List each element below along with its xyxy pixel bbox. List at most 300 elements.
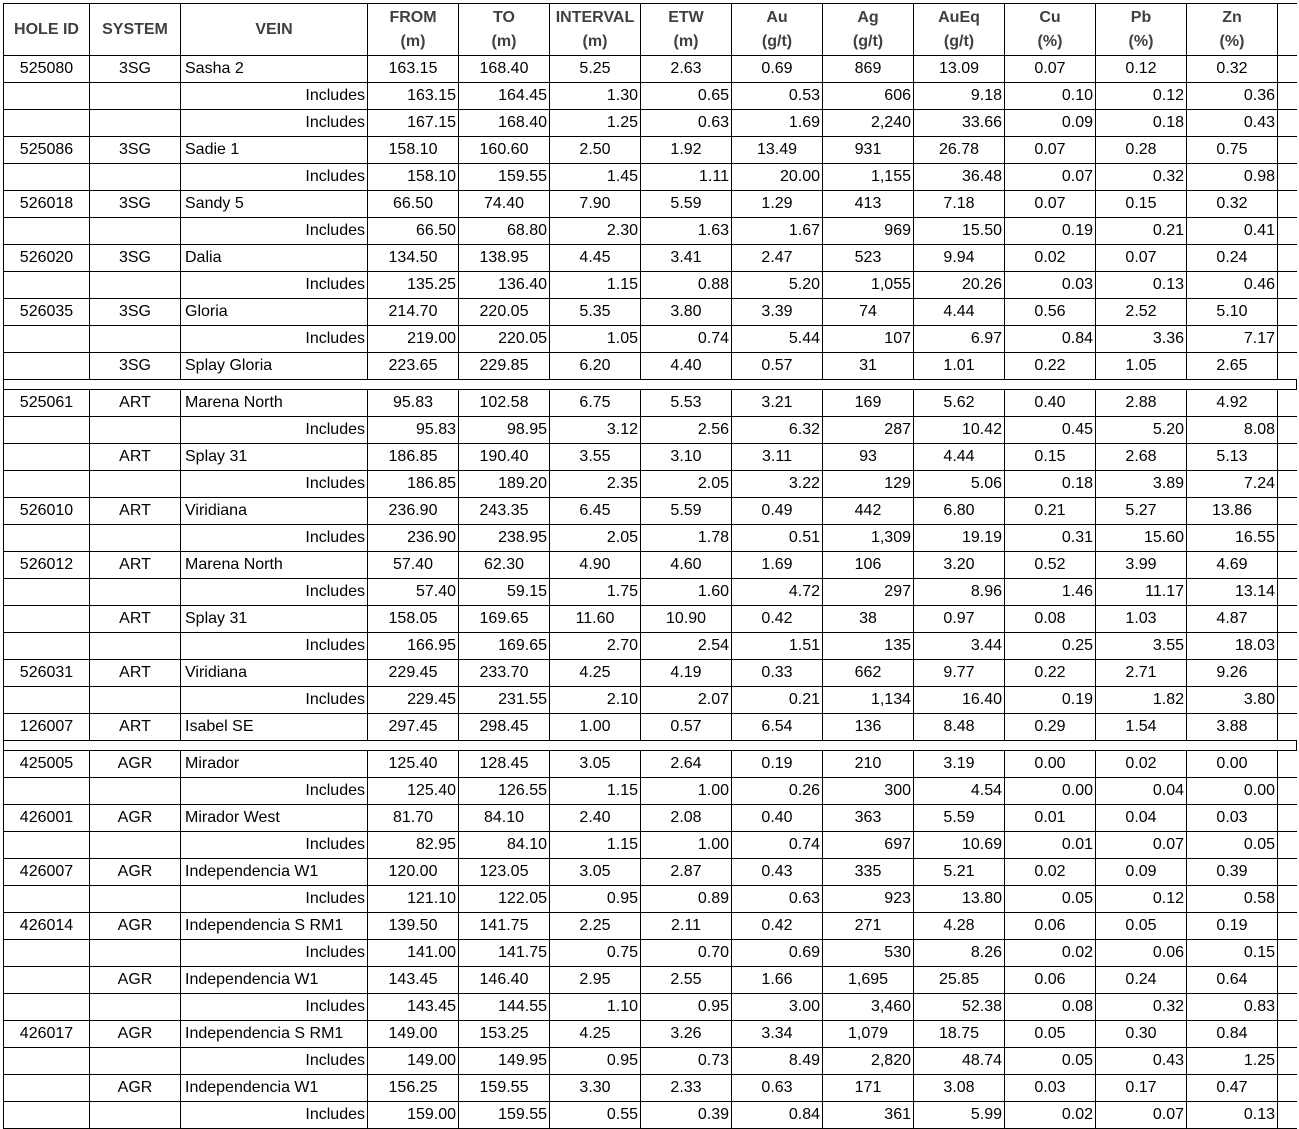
cell-ag: 931 (823, 137, 914, 163)
cell-aueq: 3.44 (914, 633, 1005, 659)
cell-pb: 0.07 (1096, 1102, 1187, 1128)
cell-pb: 2.68 (1096, 444, 1187, 470)
table-row (3, 940, 1297, 967)
cell-aueq: 36.48 (914, 164, 1005, 190)
cell-cu: 0.00 (1005, 751, 1096, 777)
cell-aueq: 25.85 (914, 967, 1005, 993)
cell-pb: 0.05 (1096, 913, 1187, 939)
cell-vein: Includes (181, 778, 368, 804)
cell-from: 95.83 (368, 390, 459, 416)
cell-pb: 5.20 (1096, 417, 1187, 443)
cell-ag: 530 (823, 940, 914, 966)
cell-zn: 0.47 (1187, 1075, 1278, 1101)
cell-to: 190.40 (459, 444, 550, 470)
cell-system: ART (90, 714, 181, 740)
cell-hole-id: 426001 (3, 805, 90, 831)
cell-au: 13.49 (732, 137, 823, 163)
cell-au: 8.49 (732, 1048, 823, 1074)
cell-system: 3SG (90, 299, 181, 325)
cell-from: 95.83 (368, 417, 459, 443)
cell-system: ART (90, 390, 181, 416)
cell-etw: 3.10 (641, 444, 732, 470)
cell-system: 3SG (90, 137, 181, 163)
cell-zn: 0.41 (1187, 218, 1278, 244)
cell-zn: 4.87 (1187, 606, 1278, 632)
cell-system (90, 940, 181, 966)
cell-cu: 0.02 (1005, 1102, 1096, 1128)
cell-aueq: 33.66 (914, 110, 1005, 136)
cell-hole-id (3, 471, 90, 497)
cell-pb: 3.99 (1096, 552, 1187, 578)
table-row (3, 913, 1297, 940)
cell-vein: Independencia S RM1 (181, 1021, 368, 1047)
cell-system: AGR (90, 1075, 181, 1101)
cell-pb: 0.12 (1096, 886, 1187, 912)
cell-hole-id: 525086 (3, 137, 90, 163)
cell-au: 3.39 (732, 299, 823, 325)
cell-zn: 8.08 (1187, 417, 1278, 443)
cell-pb: 2.52 (1096, 299, 1187, 325)
cell-ag: 1,155 (823, 164, 914, 190)
cell-etw: 2.63 (641, 56, 732, 82)
cell-etw: 10.90 (641, 606, 732, 632)
cell-au: 0.74 (732, 832, 823, 858)
cell-to: 144.55 (459, 994, 550, 1020)
cell-pb: 0.32 (1096, 994, 1187, 1020)
cell-hole-id (3, 633, 90, 659)
header-pb (1096, 4, 1187, 55)
cell-to: 141.75 (459, 940, 550, 966)
cell-interval: 3.30 (550, 1075, 641, 1101)
table-row (3, 660, 1297, 687)
cell-cu: 0.03 (1005, 272, 1096, 298)
cell-cu: 0.18 (1005, 471, 1096, 497)
cell-aueq: 5.06 (914, 471, 1005, 497)
cell-to: 189.20 (459, 471, 550, 497)
cell-zn: 18.03 (1187, 633, 1278, 659)
cell-from: 121.10 (368, 886, 459, 912)
cell-etw: 1.63 (641, 218, 732, 244)
cell-vein: Includes (181, 326, 368, 352)
cell-from: 66.50 (368, 191, 459, 217)
cell-au: 0.63 (732, 886, 823, 912)
group-separator (3, 380, 1297, 389)
cell-to: 122.05 (459, 886, 550, 912)
cell-cu: 0.15 (1005, 444, 1096, 470)
cell-cu: 0.25 (1005, 633, 1096, 659)
cell-vein: Includes (181, 110, 368, 136)
cell-ag: 31 (823, 353, 914, 379)
cell-zn: 0.43 (1187, 110, 1278, 136)
header-unit: (m) (400, 32, 426, 50)
cell-ag: 969 (823, 218, 914, 244)
table-row (3, 191, 1297, 218)
cell-hole-id: 526010 (3, 498, 90, 524)
cell-etw: 3.26 (641, 1021, 732, 1047)
cell-to: 238.95 (459, 525, 550, 551)
cell-cu: 0.22 (1005, 353, 1096, 379)
cell-au: 1.51 (732, 633, 823, 659)
table-row (3, 272, 1297, 299)
cell-vein: Mirador (181, 751, 368, 777)
cell-vein: Independencia W1 (181, 859, 368, 885)
cell-zn: 1.25 (1187, 1048, 1278, 1074)
cell-from: 125.40 (368, 751, 459, 777)
cell-aueq: 5.99 (914, 1102, 1005, 1128)
cell-etw: 0.89 (641, 886, 732, 912)
header-label: SYSTEM (102, 21, 168, 38)
table-row (3, 967, 1297, 994)
cell-cu: 0.22 (1005, 660, 1096, 686)
cell-ag: 413 (823, 191, 914, 217)
cell-vein: Includes (181, 886, 368, 912)
cell-hole-id (3, 1102, 90, 1128)
cell-cu: 1.46 (1005, 579, 1096, 605)
cell-pb: 0.06 (1096, 940, 1187, 966)
cell-hole-id: 526031 (3, 660, 90, 686)
table-row (3, 444, 1297, 471)
cell-from: 229.45 (368, 660, 459, 686)
cell-cu: 0.03 (1005, 1075, 1096, 1101)
cell-pb: 11.17 (1096, 579, 1187, 605)
cell-hole-id: 526020 (3, 245, 90, 271)
cell-zn: 7.17 (1187, 326, 1278, 352)
cell-zn: 0.03 (1187, 805, 1278, 831)
cell-interval: 2.95 (550, 967, 641, 993)
cell-hole-id (3, 272, 90, 298)
table-row (3, 832, 1297, 859)
cell-hole-id (3, 353, 90, 379)
cell-pb: 3.36 (1096, 326, 1187, 352)
cell-to: 164.45 (459, 83, 550, 109)
cell-to: 220.05 (459, 299, 550, 325)
cell-vein: Independencia W1 (181, 967, 368, 993)
cell-from: 57.40 (368, 552, 459, 578)
cell-interval: 6.20 (550, 353, 641, 379)
cell-interval: 4.25 (550, 660, 641, 686)
cell-vein: Includes (181, 164, 368, 190)
cell-vein: Viridiana (181, 498, 368, 524)
cell-to: 169.65 (459, 633, 550, 659)
header-unit: (%) (1037, 32, 1063, 50)
cell-hole-id (3, 417, 90, 443)
cell-interval: 3.05 (550, 751, 641, 777)
table-row (3, 56, 1297, 83)
header-unit: (%) (1219, 32, 1245, 50)
cell-au: 0.42 (732, 606, 823, 632)
cell-to: 159.55 (459, 1102, 550, 1128)
cell-aueq: 48.74 (914, 1048, 1005, 1074)
cell-etw: 4.40 (641, 353, 732, 379)
cell-vein: Includes (181, 687, 368, 713)
cell-zn: 0.00 (1187, 778, 1278, 804)
cell-from: 135.25 (368, 272, 459, 298)
cell-etw: 3.80 (641, 299, 732, 325)
cell-etw: 0.73 (641, 1048, 732, 1074)
table-row (3, 1102, 1297, 1129)
cell-interval: 6.75 (550, 390, 641, 416)
cell-hole-id (3, 940, 90, 966)
cell-vein: Includes (181, 940, 368, 966)
cell-pb: 0.21 (1096, 218, 1187, 244)
cell-aueq: 5.59 (914, 805, 1005, 831)
cell-etw: 1.00 (641, 778, 732, 804)
cell-etw: 0.57 (641, 714, 732, 740)
cell-ag: 869 (823, 56, 914, 82)
cell-cu: 0.07 (1005, 137, 1096, 163)
cell-etw: 2.07 (641, 687, 732, 713)
cell-aueq: 18.75 (914, 1021, 1005, 1047)
cell-vein: Includes (181, 1102, 368, 1128)
cell-from: 143.45 (368, 994, 459, 1020)
cell-pb: 2.71 (1096, 660, 1187, 686)
cell-ag: 3,460 (823, 994, 914, 1020)
cell-aueq: 0.97 (914, 606, 1005, 632)
cell-pb: 5.27 (1096, 498, 1187, 524)
cell-vein: Includes (181, 994, 368, 1020)
cell-from: 163.15 (368, 83, 459, 109)
cell-cu: 0.29 (1005, 714, 1096, 740)
cell-from: 186.85 (368, 444, 459, 470)
table-row (3, 245, 1297, 272)
header-unit: (m) (582, 32, 608, 50)
cell-au: 3.22 (732, 471, 823, 497)
header-label: HOLE ID (14, 21, 79, 38)
cell-system (90, 83, 181, 109)
cell-zn: 0.84 (1187, 1021, 1278, 1047)
header-label: FROM (389, 8, 437, 26)
cell-to: 231.55 (459, 687, 550, 713)
cell-aueq: 3.08 (914, 1075, 1005, 1101)
cell-vein: Viridiana (181, 660, 368, 686)
cell-from: 134.50 (368, 245, 459, 271)
cell-ag: 210 (823, 751, 914, 777)
cell-pb: 0.13 (1096, 272, 1187, 298)
cell-aueq: 9.18 (914, 83, 1005, 109)
cell-aueq: 15.50 (914, 218, 1005, 244)
cell-cu: 0.19 (1005, 687, 1096, 713)
cell-zn: 0.83 (1187, 994, 1278, 1020)
header-zn (1187, 4, 1278, 55)
cell-system: AGR (90, 751, 181, 777)
cell-interval: 1.30 (550, 83, 641, 109)
cell-ag: 1,079 (823, 1021, 914, 1047)
cell-aueq: 8.48 (914, 714, 1005, 740)
cell-interval: 1.05 (550, 326, 641, 352)
cell-aueq: 16.40 (914, 687, 1005, 713)
header-label: Au (766, 8, 788, 26)
cell-system (90, 164, 181, 190)
cell-aueq: 8.96 (914, 579, 1005, 605)
cell-cu: 0.19 (1005, 218, 1096, 244)
cell-au: 5.20 (732, 272, 823, 298)
cell-interval: 1.75 (550, 579, 641, 605)
cell-vein: Splay 31 (181, 606, 368, 632)
cell-pb: 0.24 (1096, 967, 1187, 993)
cell-interval: 0.75 (550, 940, 641, 966)
cell-interval: 1.15 (550, 272, 641, 298)
cell-to: 153.25 (459, 1021, 550, 1047)
cell-cu: 0.84 (1005, 326, 1096, 352)
table-body (3, 56, 1297, 1129)
cell-pb: 0.12 (1096, 83, 1187, 109)
cell-from: 81.70 (368, 805, 459, 831)
cell-au: 0.33 (732, 660, 823, 686)
cell-au: 0.69 (732, 56, 823, 82)
cell-to: 128.45 (459, 751, 550, 777)
cell-system (90, 272, 181, 298)
cell-ag: 129 (823, 471, 914, 497)
cell-from: 167.15 (368, 110, 459, 136)
cell-zn: 3.88 (1187, 714, 1278, 740)
header-vein (181, 4, 368, 55)
cell-etw: 2.54 (641, 633, 732, 659)
cell-to: 123.05 (459, 859, 550, 885)
cell-hole-id (3, 1048, 90, 1074)
cell-pb: 1.54 (1096, 714, 1187, 740)
cell-ag: 74 (823, 299, 914, 325)
cell-hole-id (3, 687, 90, 713)
cell-system (90, 579, 181, 605)
cell-etw: 2.08 (641, 805, 732, 831)
table-row (3, 498, 1297, 525)
cell-to: 59.15 (459, 579, 550, 605)
cell-pb: 0.32 (1096, 164, 1187, 190)
cell-vein: Mirador West (181, 805, 368, 831)
cell-interval: 2.30 (550, 218, 641, 244)
cell-etw: 5.53 (641, 390, 732, 416)
cell-to: 168.40 (459, 110, 550, 136)
cell-pb: 3.55 (1096, 633, 1187, 659)
cell-etw: 2.64 (641, 751, 732, 777)
cell-pb: 15.60 (1096, 525, 1187, 551)
table-row (3, 859, 1297, 886)
cell-to: 138.95 (459, 245, 550, 271)
cell-interval: 3.05 (550, 859, 641, 885)
cell-cu: 0.45 (1005, 417, 1096, 443)
header-label: Ag (857, 8, 879, 26)
cell-vein: Splay 31 (181, 444, 368, 470)
cell-pb: 0.12 (1096, 56, 1187, 82)
cell-zn: 0.05 (1187, 832, 1278, 858)
header-label: ETW (668, 8, 704, 26)
table-row (3, 805, 1297, 832)
cell-interval: 1.25 (550, 110, 641, 136)
cell-to: 159.55 (459, 1075, 550, 1101)
cell-to: 102.58 (459, 390, 550, 416)
cell-au: 1.29 (732, 191, 823, 217)
cell-from: 159.00 (368, 1102, 459, 1128)
cell-to: 220.05 (459, 326, 550, 352)
cell-vein: Marena North (181, 552, 368, 578)
cell-pb: 0.07 (1096, 245, 1187, 271)
header-label: INTERVAL (555, 8, 635, 26)
cell-ag: 1,695 (823, 967, 914, 993)
cell-system: 3SG (90, 191, 181, 217)
cell-etw: 0.65 (641, 83, 732, 109)
table-row (3, 886, 1297, 913)
cell-aueq: 5.62 (914, 390, 1005, 416)
cell-aueq: 3.19 (914, 751, 1005, 777)
cell-system: AGR (90, 805, 181, 831)
cell-hole-id (3, 994, 90, 1020)
cell-cu: 0.05 (1005, 1048, 1096, 1074)
cell-aueq: 3.20 (914, 552, 1005, 578)
cell-au: 1.69 (732, 110, 823, 136)
cell-aueq: 19.19 (914, 525, 1005, 551)
cell-zn: 13.86 (1187, 498, 1278, 524)
cell-ag: 2,240 (823, 110, 914, 136)
cell-vein: Includes (181, 218, 368, 244)
cell-vein: Dalia (181, 245, 368, 271)
cell-zn: 0.00 (1187, 751, 1278, 777)
cell-aueq: 8.26 (914, 940, 1005, 966)
cell-from: 163.15 (368, 56, 459, 82)
cell-hole-id (3, 967, 90, 993)
cell-aueq: 9.94 (914, 245, 1005, 271)
table-row (3, 525, 1297, 552)
cell-aueq: 4.44 (914, 299, 1005, 325)
cell-zn: 2.65 (1187, 353, 1278, 379)
cell-interval: 1.15 (550, 778, 641, 804)
cell-etw: 0.70 (641, 940, 732, 966)
cell-aueq: 13.09 (914, 56, 1005, 82)
cell-cu: 0.09 (1005, 110, 1096, 136)
cell-hole-id (3, 525, 90, 551)
cell-etw: 4.60 (641, 552, 732, 578)
cell-hole-id (3, 326, 90, 352)
cell-hole-id (3, 579, 90, 605)
cell-zn: 0.19 (1187, 913, 1278, 939)
cell-interval: 2.05 (550, 525, 641, 551)
cell-system: AGR (90, 913, 181, 939)
cell-pb: 0.17 (1096, 1075, 1187, 1101)
cell-hole-id: 526018 (3, 191, 90, 217)
cell-au: 5.44 (732, 326, 823, 352)
cell-pb: 0.43 (1096, 1048, 1187, 1074)
cell-ag: 106 (823, 552, 914, 578)
cell-pb: 0.28 (1096, 137, 1187, 163)
cell-hole-id (3, 606, 90, 632)
cell-from: 229.45 (368, 687, 459, 713)
cell-pb: 1.05 (1096, 353, 1187, 379)
header-label: TO (493, 8, 515, 26)
cell-to: 298.45 (459, 714, 550, 740)
cell-pb: 1.82 (1096, 687, 1187, 713)
cell-aueq: 10.42 (914, 417, 1005, 443)
cell-to: 160.60 (459, 137, 550, 163)
cell-vein: Includes (181, 1048, 368, 1074)
cell-hole-id: 426017 (3, 1021, 90, 1047)
cell-to: 233.70 (459, 660, 550, 686)
cell-cu: 0.10 (1005, 83, 1096, 109)
cell-system: ART (90, 606, 181, 632)
cell-from: 82.95 (368, 832, 459, 858)
cell-pb: 0.02 (1096, 751, 1187, 777)
table-row (3, 299, 1297, 326)
cell-to: 149.95 (459, 1048, 550, 1074)
cell-to: 229.85 (459, 353, 550, 379)
cell-au: 0.53 (732, 83, 823, 109)
header-unit: (m) (491, 32, 517, 50)
cell-etw: 0.95 (641, 994, 732, 1020)
cell-pb: 2.88 (1096, 390, 1187, 416)
cell-vein: Sasha 2 (181, 56, 368, 82)
cell-aueq: 10.69 (914, 832, 1005, 858)
cell-vein: Sandy 5 (181, 191, 368, 217)
cell-vein: Includes (181, 272, 368, 298)
cell-zn: 0.32 (1187, 191, 1278, 217)
